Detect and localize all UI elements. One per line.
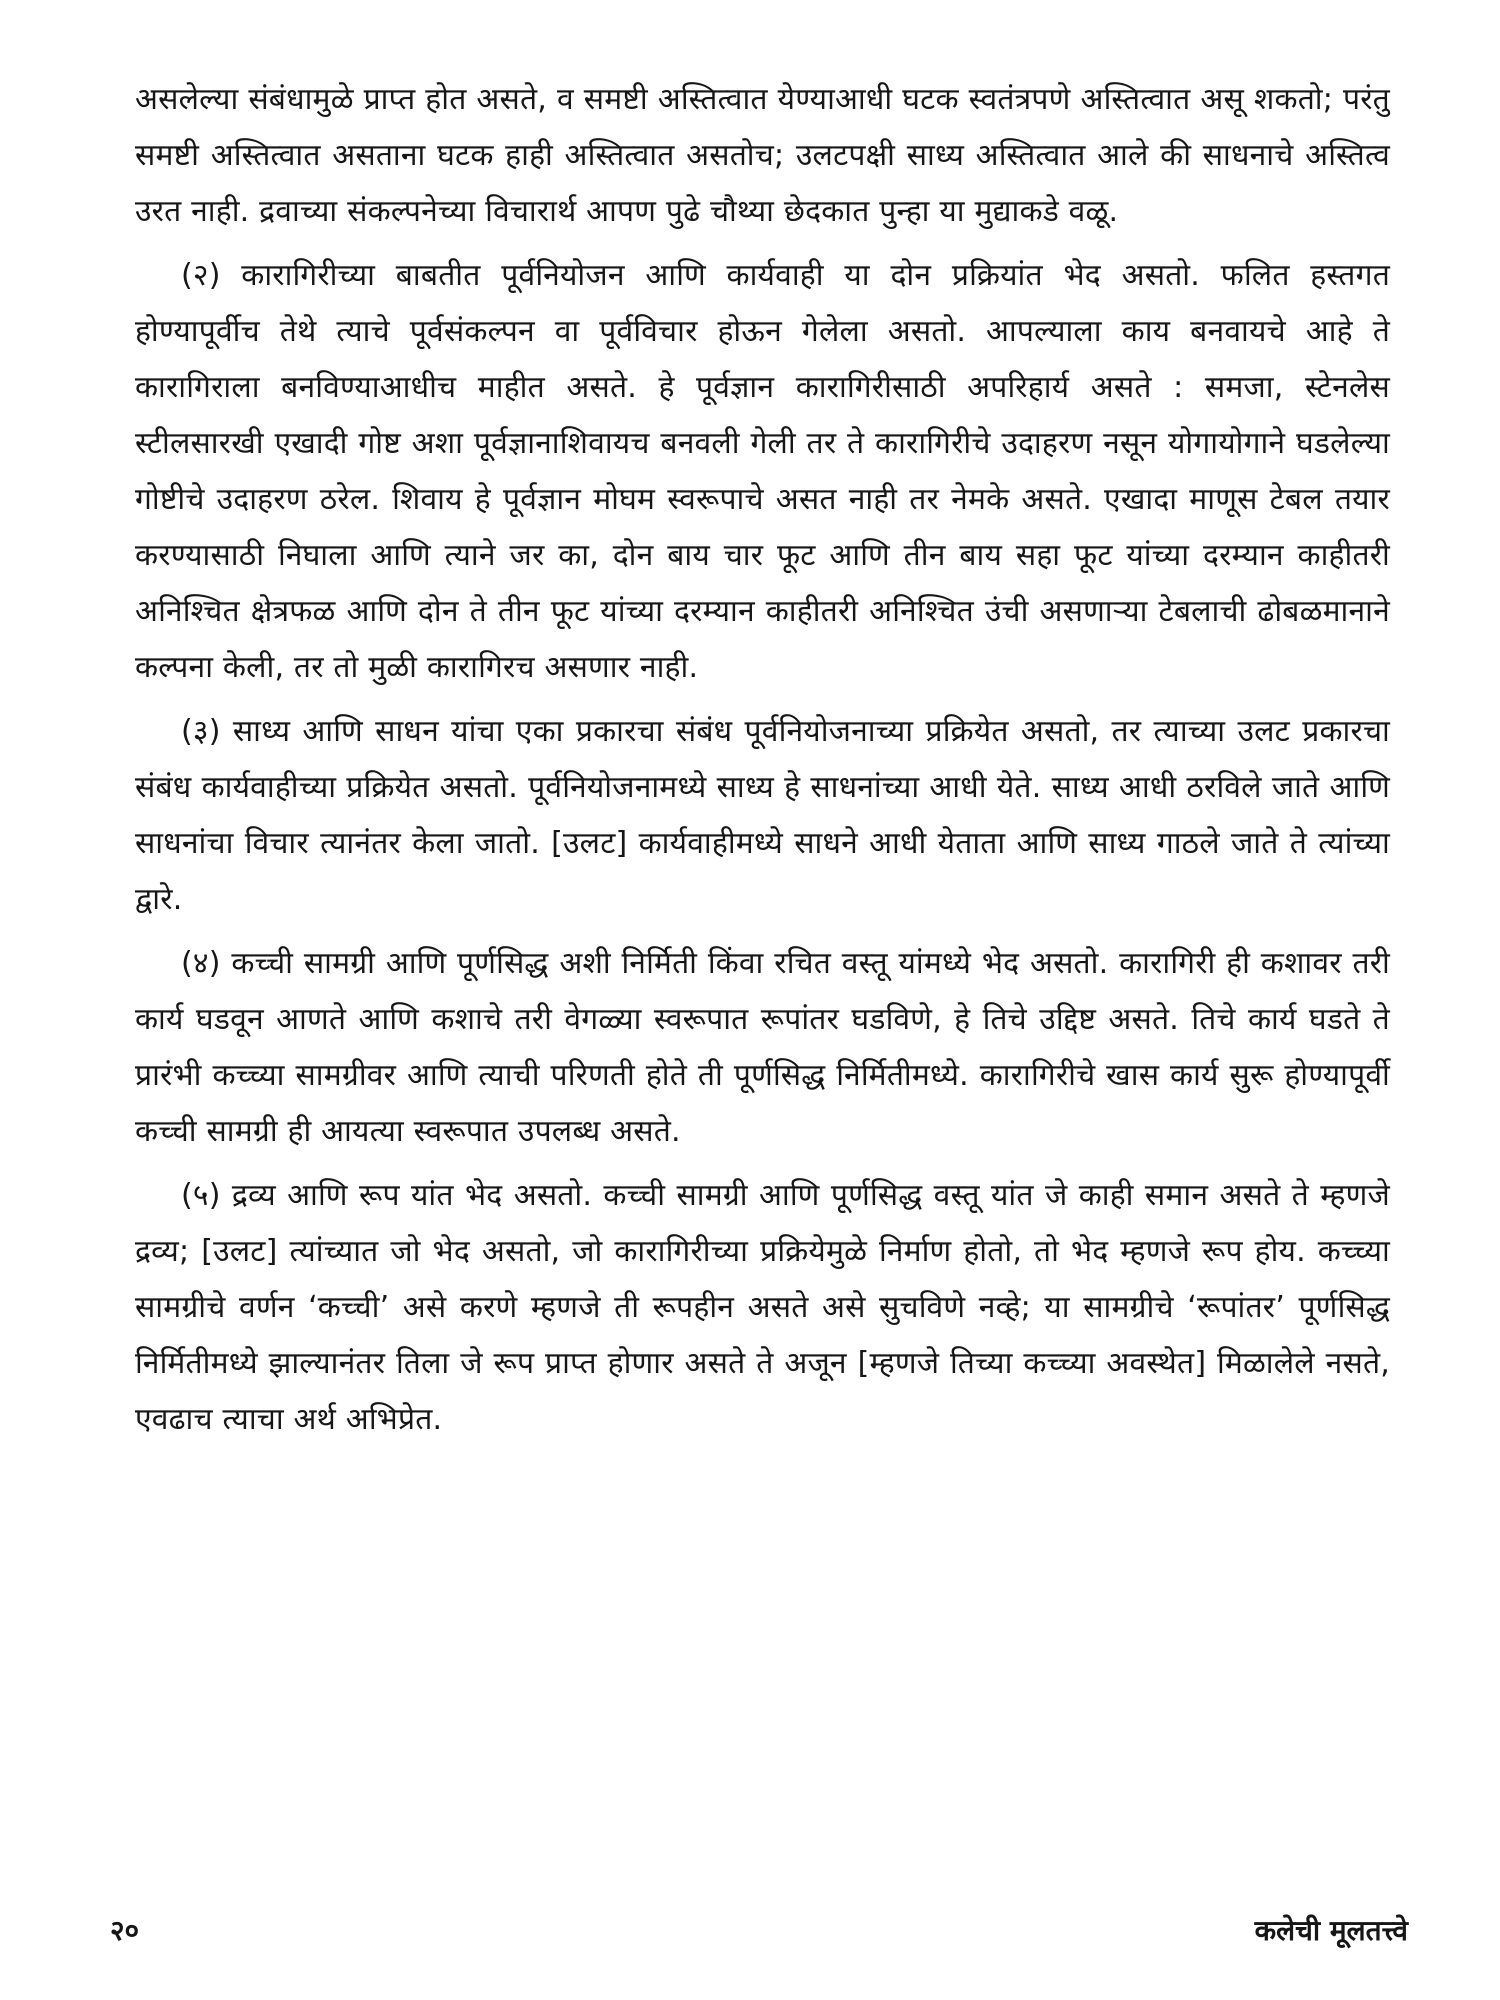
paragraph-gap [135,1160,1390,1168]
paragraph-gap [135,696,1390,704]
paragraph-point-2: (२) कारागिरीच्या बाबतीत पूर्वनियोजन आणि कार्यवाही या दोन प्रक्रियांत भेद असतो. फलित हस्तगत होण्यापूर्वीच तेथे त्याचे पूर्वसंकल्पन वा पूर्वविचार होऊन गेलेला असतो. आपल्याला काय बनवायचे आहे ते कारागिराला बनविण्याआधीच माहीत असते. हे पूर्वज्ञान कारागिरीसाठी अपरिहार्य असते : समजा, स्टेनलेस स्टीलसारखी एखादी गोष्ट अशा पूर्वज्ञानाशिवायच बनवली गेली तर ते कारागिरीचे उदाहरण नसून योगायोगाने घडलेल्या गोष्टीचे उदाहरण ठरेल. शिवाय हे पूर्वज्ञान मोघम स्वरूपाचे असत नाही तर नेमके असते. एखादा माणूस टेबल तयार करण्यासाठी निघाला आणि त्याने जर का, दोन बाय चार फूट आणि तीन बाय सहा फूट यांच्या दरम्यान काहीतरी अनिश्चित क्षेत्रफळ आणि दोन ते तीन फूट यांच्या दरम्यान काहीतरी अनिश्चित उंची असणाऱ्या टेबलाची ढोबळमानाने कल्पना केली, तर तो मुळी कारागिरच असणार नाही. [135,258,1390,685]
book-title: कलेची मूलतत्त्वे [1254,1914,1408,1947]
paragraph-point-4: (४) कच्ची सामग्री आणि पूर्णसिद्ध अशी निर्मिती किंवा रचित वस्तू यांमध्ये भेद असतो. कारागिरी ही कशावर तरी कार्य घडवून आणते आणि कशाचे तरी वेगळ्या स्वरूपात रूपांतर घडविणे, हे तिचे उद्दिष्ट असते. तिचे कार्य घडते ते प्रारंभी कच्च्या सामग्रीवर आणि त्याची परिणती होते ती पूर्णसिद्ध निर्मितीमध्ये. कारागिरीचे खास कार्य सुरू होण्यापूर्वी कच्ची सामग्री ही आयत्या स्वरूपात उपलब्ध असते. [135,946,1390,1149]
paragraph-continuation: असलेल्या संबंधामुळे प्राप्त होत असते, व समष्टी अस्तित्वात येण्याआधी घटक स्वतंत्रपणे अस्तित्वात असू शकतो; परंतु समष्टी अस्तित्वात असताना घटक हाही अस्तित्वात असतोच; उलटपक्षी साध्य अस्तित्वात आले की साधनाचे अस्तित्व उरत नाही. द्रवाच्या संकल्पनेच्या विचारार्थ आपण पुढे चौथ्या छेदकात पुन्हा या मुद्याकडे वळू. [135,82,1390,229]
paragraph-gap [135,928,1390,936]
paragraph-point-5: (५) द्रव्य आणि रूप यांत भेद असतो. कच्ची सामग्री आणि पूर्णसिद्ध वस्तू यांत जे काही समान असते ते म्हणजे द्रव्य; [उलट] त्यांच्यात जो भेद असतो, जो कारागिरीच्या प्रक्रियेमुळे निर्माण होतो, तो भेद म्हणजे रूप होय. कच्च्या सामग्रीचे वर्णन ‘कच्ची’ असे करणे म्हणजे ती रूपहीन असते असे सुचविणे नव्हे; या सामग्रीचे ‘रूपांतर’ पूर्णसिद्ध निर्मितीमध्ये झाल्यानंतर तिला जे रूप प्राप्त होणार असते ते अजून [म्हणजे तिच्या कच्च्या अवस्थेत] मिळालेले नसते, एवढाच त्याचा अर्थ अभिप्रेत. [135,1178,1390,1437]
paragraph-gap [135,240,1390,248]
page-footer [110,1908,1408,1952]
paragraph-point-3: (३) साध्य आणि साधन यांचा एका प्रकारचा संबंध पूर्वनियोजनाच्या प्रक्रियेत असतो, तर त्याच्या उलट प्रकारचा संबंध कार्यवाहीच्या प्रक्रियेत असतो. पूर्वनियोजनामध्ये साध्य हे साधनांच्या आधी येते. साध्य आधी ठरविले जाते आणि साधनांचा विचार त्यानंतर केला जातो. [उलट] कार्यवाहीमध्ये साधने आधी येताता आणि साध्य गाठले जाते ते त्यांच्या द्वारे. [135,714,1390,917]
page-number: २० [110,1914,140,1947]
